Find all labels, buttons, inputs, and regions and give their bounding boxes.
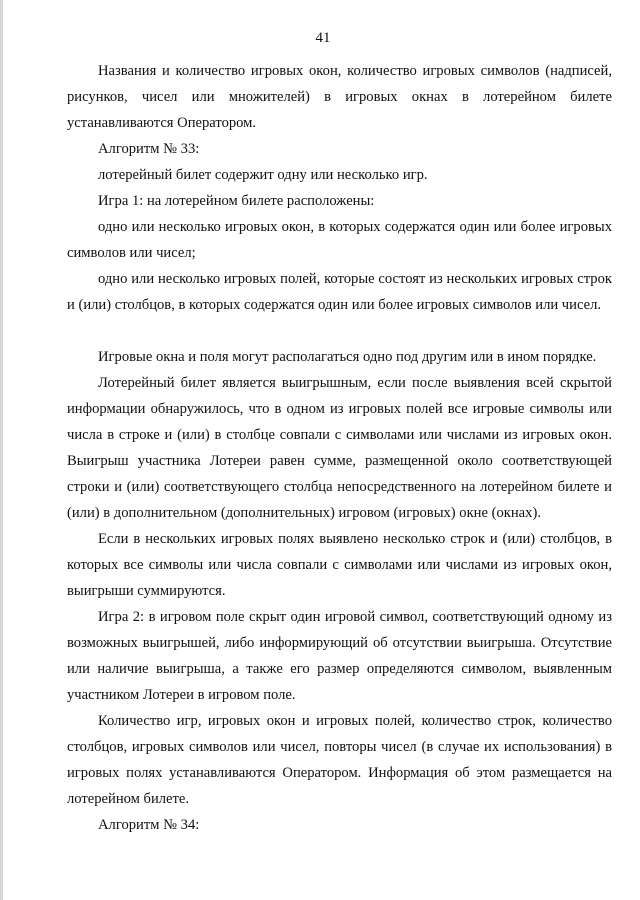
paragraph-windows-order: Игровые окна и поля могут располагаться одно под другим или в ином порядке. xyxy=(98,349,597,365)
paragraph-winning-condition: Лотерейный билет является выигрышным, если после выявления всей скрытой информации обнаружилось, что в одном из игровых полей все игровые символы или числа в строке и (или) в столбце совпали с символами или числами из игровых окон. Выигрыш участника Лотереи равен сумме, размещенной около соответствующей строки и (или) соответствующего столбца непосредственного на лотерейном билете и (или) в дополнительном (дополнительных) игровом (игровых) окне (окнах). xyxy=(67,375,612,521)
paragraph-winnings-summed: Если в нескольких игровых полях выявлено несколько строк и (или) столбцов, в которых все символы или числа совпали с символами или числами из игровых окон, выигрыши суммируются. xyxy=(67,531,612,599)
paragraph-operator-settings: Количество игр, игровых окон и игровых полей, количество строк, количество столбцов, игровых символов или чисел, повторы чисел (в случае их использования) в игровых полях устанавливаются Оператором. Информация об этом размещается на лотерейном билете. xyxy=(67,713,612,807)
paragraph-algorithm-34-heading: Алгоритм № 34: xyxy=(98,817,200,833)
paragraph-game-windows: одно или несколько игровых окон, в которых содержатся один или более игровых символов или чисел; xyxy=(67,219,612,261)
page-number: 41 xyxy=(315,30,331,46)
paragraph-ticket-contains-games: лотерейный билет содержит одну или несколько игр. xyxy=(98,167,428,183)
paragraph-ticket-windows: Названия и количество игровых окон, количество игровых символов (надписей, рисунков, чисел или множителей) в игровых окнах в лотерейном билете устанавливаются Оператором. xyxy=(67,63,612,131)
paragraph-game-fields: одно или несколько игровых полей, которые состоят из нескольких игровых строк и (или) столбцов, в которых содержатся один или более игровых символов или чисел. xyxy=(67,271,612,313)
paragraph-game-1-heading: Игра 1: на лотерейном билете расположены: xyxy=(98,193,375,209)
paragraph-algorithm-33-heading: Алгоритм № 33: xyxy=(98,141,200,157)
paragraph-game-2: Игра 2: в игровом поле скрыт один игровой символ, соответствующий одному из возможных выигрышей, либо информирующий об отсутствии выигрыша. Отсутствие или наличие выигрыша, а также его размер определяются символом, выявленным участником Лотереи в игровом поле. xyxy=(67,609,612,703)
